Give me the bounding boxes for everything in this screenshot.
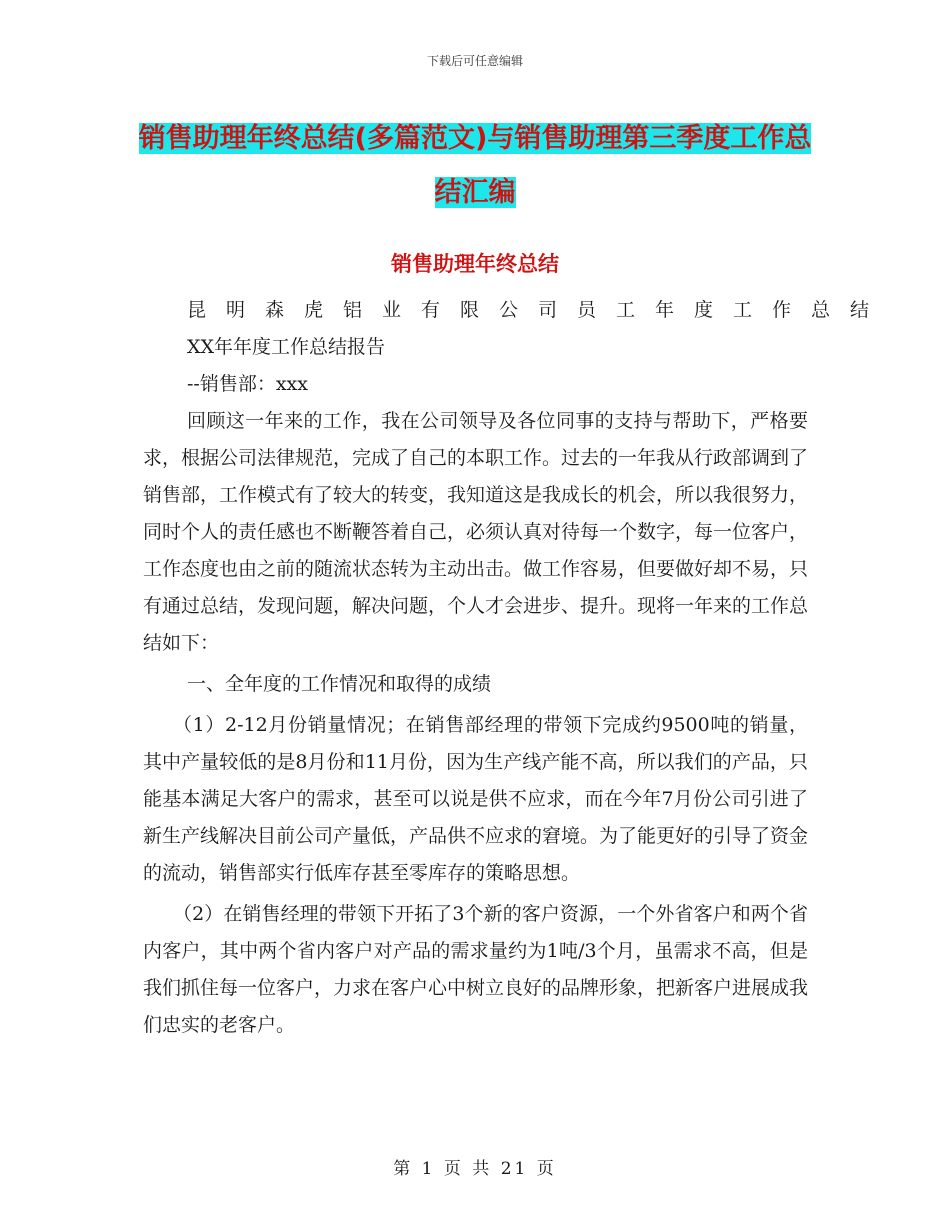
paragraph-item-2: （2）在销售经理的带领下开拓了3个新的客户资源，一个外省客户和两个省内客户，其中两个省内客户对产品的需求量约为1吨/3个月，虽需求不高，但是我们抓住每一位客户，力求在客户心中树立良好的品牌形象，把新客户进展成我们忠实的老客户。 (143, 903, 809, 1036)
document-body (143, 292, 890, 1044)
document-title-text: 销售助理年终总结(多篇范文)与销售助理第三季度工作总结汇编 (138, 123, 812, 208)
report-line: XX年年度工作总结报告 (187, 336, 386, 358)
department-line: --销售部：xxx (187, 373, 308, 395)
section-title: 销售助理年终总结 (391, 252, 559, 276)
document-title (130, 112, 820, 220)
page-footer: 第 1 页 共 21 页 (393, 1159, 557, 1179)
heading-achievements: 一、全年度的工作情况和取得的成绩 (187, 673, 492, 695)
company-line: 昆明森虎铝业有限公司员工年度工作总结 (187, 299, 890, 321)
paragraph-item-1: （1）2-12月份销量情况；在销售部经理的带领下完成约9500吨的销量，其中产量较低的是8月份和11月份，因为生产线产能不高，所以我们的产品，只能基本满足大客户的需求，甚至可以说是供不应求，而在今年7月份公司引进了新生产线解决目前公司产量低，产品供不应求的窘境。为了能更好的引导了资金的流动，销售部实行低库存甚至零库存的策略思想。 (143, 714, 809, 884)
paragraph-intro: 回顾这一年来的工作，我在公司领导及各位同事的支持与帮助下，严格要求，根据公司法律规范，完成了自己的本职工作。过去的一年我从行政部调到了销售部，工作模式有了较大的转变，我知道这是我成长的机会，所以我很努力，同时个人的责任感也不断鞭答着自己，必须认真对待每一个数字，每一位客户，工作态度也由之前的随流状态转为主动出击。做工作容易，但要做好却不易，只有通过总结，发现问题，解决问题，个人才会进步、提升。现将一年来的工作总结如下： (143, 410, 809, 654)
header-note: 下载后可任意编辑 (426, 54, 523, 68)
